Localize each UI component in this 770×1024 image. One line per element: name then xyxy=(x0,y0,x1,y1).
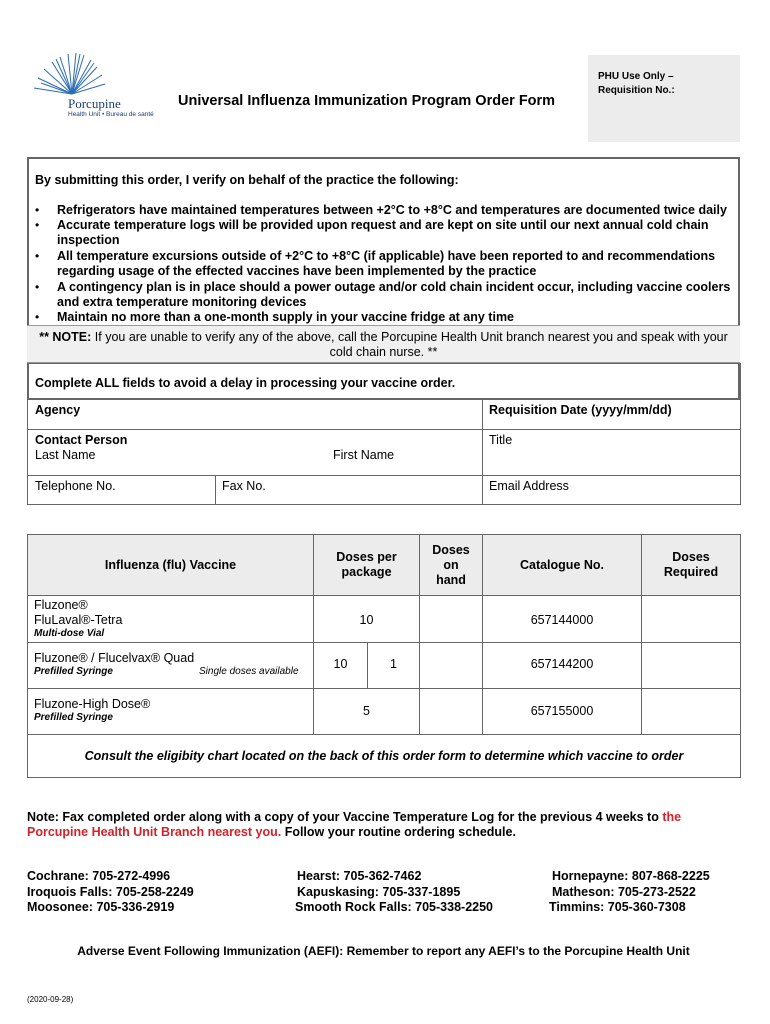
fax-label: Fax No. xyxy=(222,479,266,493)
bullet-icon: • xyxy=(35,310,40,324)
verification-intro: By submitting this order, I verify on behalf of the practice the following: xyxy=(35,173,459,187)
doses-per-package-value: 5 xyxy=(363,704,370,718)
catalogue-value: 657155000 xyxy=(530,704,594,718)
vaccine-format: Prefilled Syringe xyxy=(34,712,113,723)
verify-bullet: Maintain no more than a one-month supply in your vaccine fridge at any time xyxy=(57,310,515,324)
branch-phone: Moosonee: 705-336-2919 xyxy=(27,900,175,914)
doses-per-package-value: 10 xyxy=(333,657,348,671)
branch-phone: Smooth Rock Falls: 705-338-2250 xyxy=(295,900,493,914)
aefi-reminder: Adverse Event Following Immunization (AEFI): Remember to report any AEFI’s to the Porcupine Health Unit xyxy=(77,944,690,958)
logo-name: Porcupine xyxy=(68,96,121,111)
vaccine-format: Multi-dose Vial xyxy=(34,628,105,639)
requisition-date-label: Requisition Date (yyyy/mm/dd) xyxy=(489,403,672,417)
doses-per-package-value: 10 xyxy=(359,613,374,627)
doses-per-package-single-value: 1 xyxy=(390,657,397,671)
telephone-label: Telephone No. xyxy=(35,479,116,493)
branch-phone: Cochrane: 705-272-4996 xyxy=(27,869,171,883)
branch-phone: Iroquois Falls: 705-258-2249 xyxy=(27,884,194,899)
vaccine-name: Fluzone® xyxy=(34,598,88,612)
bullet-icon: • xyxy=(35,218,40,232)
eligibility-note: Consult the eligibity chart located on the back of this order form to determine which vaccine to order xyxy=(27,734,741,778)
vaccine-format: Prefilled Syringe xyxy=(34,666,113,677)
catalogue-header: Catalogue No. xyxy=(482,534,642,596)
vaccine-name: Fluzone-High Dose® xyxy=(34,697,151,711)
branch-phone: Kapuskasing: 705-337-1895 xyxy=(297,884,461,899)
vaccine-header: Influenza (flu) Vaccine xyxy=(27,534,314,596)
verify-bullet: Refrigerators have maintained temperatures between +2°C to +8°C and temperatures are documented twice daily xyxy=(57,203,727,217)
revision-date: (2020-09-28) xyxy=(27,995,74,1004)
agency-label: Agency xyxy=(35,403,81,417)
fax-note-highlight: the Porcupine Health Unit Branch nearest you. xyxy=(27,810,682,839)
complete-all-notice: Complete ALL fields to avoid a delay in processing your vaccine order. xyxy=(35,376,456,390)
doses-required-input[interactable] xyxy=(641,595,741,643)
branch-phone: Hornepayne: 807-868-2225 xyxy=(552,869,710,883)
title-label: Title xyxy=(489,433,513,447)
note-label: ** NOTE: xyxy=(39,330,92,344)
fax-note-text: Note: Fax completed order along with a copy of your Vaccine Temperature Log for the previous 4 weeks to xyxy=(27,810,663,824)
bullet-icon: • xyxy=(35,280,40,294)
page-title: Universal Influenza Immunization Program Order Form xyxy=(178,93,556,109)
email-label: Email Address xyxy=(489,479,569,493)
doses-required-header: Doses Required xyxy=(641,534,741,596)
phu-use-only-label: PHU Use Only – xyxy=(598,71,674,82)
verify-bullet: A contingency plan is in place should a power outage and/or cold chain incident occur, including vaccine coolers and extra temperature monitoring devices xyxy=(57,280,731,309)
doses-per-package-header: Doses per package xyxy=(313,534,420,596)
doses-on-hand-input[interactable] xyxy=(419,642,483,689)
bullet-icon: • xyxy=(35,203,40,217)
catalogue-value: 657144000 xyxy=(530,613,594,627)
doses-on-hand-input[interactable] xyxy=(419,688,483,735)
last-name-label: Last Name xyxy=(35,448,96,462)
doses-on-hand-header: Doses on hand xyxy=(419,534,483,596)
branch-column xyxy=(549,869,710,916)
branch-phone: Matheson: 705-273-2522 xyxy=(552,884,696,899)
verify-bullet: Accurate temperature logs will be provided upon request and are kept on site until our next annual cold chain inspection xyxy=(57,218,709,247)
first-name-label: First Name xyxy=(333,448,395,462)
contact-person-label: Contact Person xyxy=(35,433,128,447)
note-text: If you are unable to verify any of the above, call the Porcupine Health Unit branch nearest you and speak with your cold chain nurse. ** xyxy=(91,330,728,359)
catalogue-value: 657144200 xyxy=(530,657,594,671)
doses-on-hand-input[interactable] xyxy=(419,595,483,643)
verify-bullet: All temperature excursions outside of +2°C to +8°C (if applicable) have been reported to and recommendations regarding usage of the effected vaccines have been implemented by the practice xyxy=(57,249,716,278)
cold-chain-note xyxy=(27,330,740,360)
single-doses-note: Single doses available xyxy=(199,666,299,677)
phu-use-only-box xyxy=(588,55,740,142)
branch-column xyxy=(295,869,501,916)
bullet-icon: • xyxy=(35,249,40,263)
branch-phone: Timmins: 705-360-7308 xyxy=(549,900,686,914)
branch-column xyxy=(27,869,194,916)
vaccine-name: FluLaval®-Tetra xyxy=(34,613,123,627)
branch-phone: Hearst: 705-362-7462 xyxy=(297,869,422,883)
requisition-no-label: Requisition No.: xyxy=(598,85,675,96)
doses-required-input[interactable] xyxy=(641,642,741,689)
fax-note-schedule: Follow your routine ordering schedule. xyxy=(281,825,516,839)
vaccine-name: Fluzone® / Flucelvax® Quad xyxy=(34,651,195,665)
logo-subtitle: Health Unit • Bureau de santé xyxy=(68,111,154,118)
agency-field[interactable] xyxy=(27,399,483,430)
doses-required-input[interactable] xyxy=(641,688,741,735)
fax-instructions xyxy=(27,810,727,840)
title-field[interactable] xyxy=(482,429,741,476)
